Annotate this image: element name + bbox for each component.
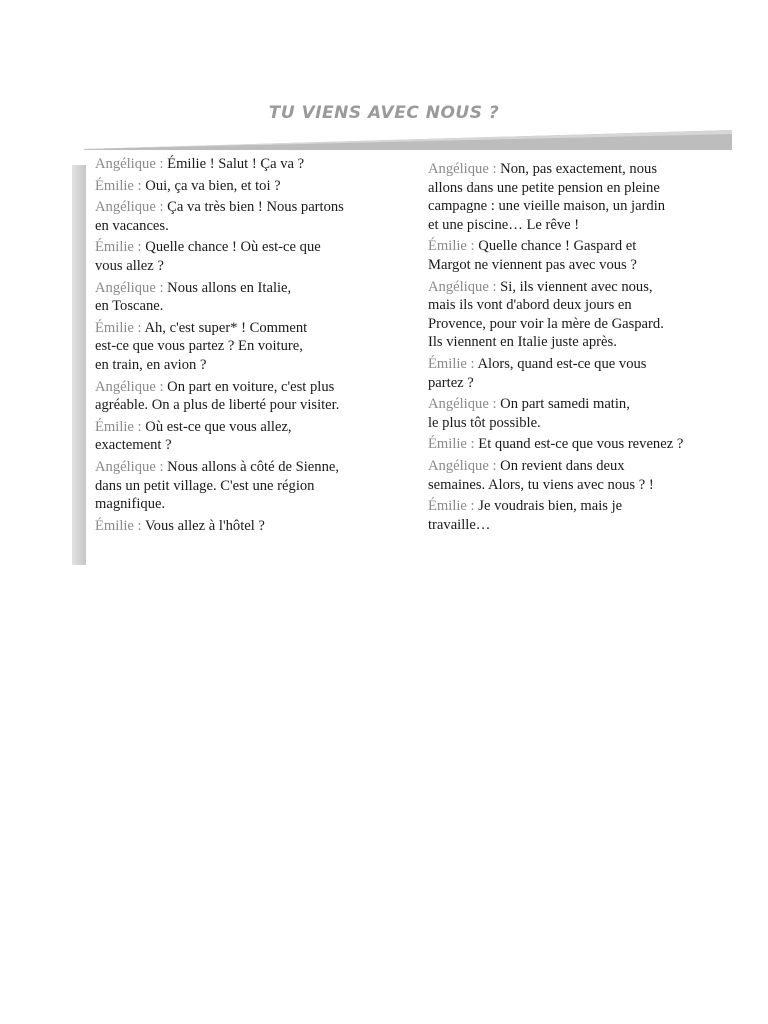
dialogue-turn (95, 418, 400, 455)
dialogue-line: vous allez ? (95, 257, 164, 274)
dialogue-line: Où est-ce que vous allez, (145, 418, 292, 435)
dialogue-turn (95, 517, 400, 536)
speaker-label: Émilie : (428, 355, 475, 372)
dialogue-line: campagne : une vieille maison, un jardin (428, 198, 666, 215)
dialogue-line: Margot ne viennent pas avec vous ? (428, 256, 637, 273)
dialogue-line: agréable. On a plus de liberté pour visiter. (95, 397, 340, 414)
dialogue-turn (428, 435, 738, 454)
dialogue-line: Non, pas exactement, nous (500, 161, 657, 177)
dialogue-line: Ah, c'est super* ! Comment (144, 319, 308, 336)
dialogue-turn (95, 458, 400, 514)
dialogue-line: Vous allez à l'hôtel ? (145, 517, 265, 534)
dialogue-line: partez ? (428, 374, 474, 391)
dialogue-column-right (428, 160, 738, 537)
speaker-label: Émilie : (95, 319, 142, 336)
dialogue-line: en Toscane. (95, 298, 164, 315)
dialogue-line: Oui, ça va bien, et toi ? (145, 177, 281, 194)
dialogue-line: Ça va très bien ! Nous partons (167, 199, 344, 216)
left-edge-shading (72, 165, 86, 565)
speaker-label: Angélique : (428, 278, 497, 295)
dialogue-line: magnifique. (95, 496, 166, 513)
dialogue-turn (95, 238, 400, 275)
dialogue-line: Émilie ! Salut ! Ça va ? (167, 156, 305, 172)
dialogue-turn (95, 155, 400, 174)
dialogue-turn (428, 237, 738, 274)
speaker-label: Émilie : (95, 418, 142, 435)
dialogue-line: dans un petit village. C'est une région (95, 477, 315, 494)
speaker-label: Émilie : (428, 436, 475, 453)
speaker-label: Angélique : (95, 156, 164, 172)
dialogue-line: Nous allons en Italie, (167, 279, 292, 296)
dialogue-line: travaille… (428, 516, 491, 533)
dialogue-line: en train, en avion ? (95, 356, 207, 373)
dialogue-line: Et quand est-ce que vous revenez ? (478, 436, 684, 453)
dialogue-line: allons dans une petite pension en pleine (428, 179, 660, 196)
speaker-label: Angélique : (428, 457, 497, 474)
dialogue-line: exactement ? (95, 437, 172, 454)
dialogue-line: est-ce que vous partez ? En voiture, (95, 338, 303, 355)
dialogue-line: On revient dans deux (500, 457, 625, 474)
dialogue-turn (428, 457, 738, 494)
title-banner (84, 128, 732, 150)
dialogue-turn (95, 198, 400, 235)
speaker-label: Angélique : (95, 458, 164, 475)
dialogue-turn (95, 378, 400, 415)
dialogue-line: et une piscine… Le rêve ! (428, 216, 580, 233)
speaker-label: Émilie : (95, 177, 142, 194)
dialogue-turn (95, 319, 400, 375)
speaker-label: Angélique : (428, 396, 497, 413)
speaker-label: Angélique : (95, 378, 164, 395)
dialogue-column-left (95, 155, 400, 538)
speaker-label: Émilie : (428, 238, 475, 255)
speaker-label: Angélique : (95, 199, 164, 216)
speaker-label: Angélique : (95, 279, 164, 296)
speaker-label: Émilie : (95, 239, 142, 256)
dialogue-turn (428, 355, 738, 392)
dialogue-line: Quelle chance ! Où est-ce que (145, 239, 321, 256)
speaker-label: Émilie : (428, 498, 475, 515)
dialogue-line: Nous allons à côté de Sienne, (167, 458, 339, 475)
dialogue-line: Provence, pour voir la mère de Gaspard. (428, 315, 664, 332)
dialogue-line: mais ils vont d'abord deux jours en (428, 297, 632, 314)
page-title: TU VIENS AVEC NOUS ? (268, 103, 500, 123)
dialogue-turn (95, 177, 400, 196)
speaker-label: Angélique : (428, 161, 497, 177)
dialogue-line: On part en voiture, c'est plus (167, 378, 335, 395)
dialogue-line: Quelle chance ! Gaspard et (478, 238, 637, 255)
dialogue-line: Je voudrais bien, mais je (478, 498, 623, 515)
dialogue-line: en vacances. (95, 217, 169, 234)
dialogue-turn (95, 279, 400, 316)
dialogue-turn (428, 497, 738, 534)
speaker-label: Émilie : (95, 517, 142, 534)
dialogue-line: semaines. Alors, tu viens avec nous ? ! (428, 476, 654, 493)
dialogue-line: Ils viennent en Italie juste après. (428, 334, 617, 351)
dialogue-line: Si, ils viennent avec nous, (500, 278, 653, 295)
dialogue-turn (428, 395, 738, 432)
dialogue-line: On part samedi matin, (500, 396, 630, 413)
dialogue-line: Alors, quand est-ce que vous (477, 355, 647, 372)
dialogue-turn (428, 278, 738, 352)
dialogue-turn (428, 160, 738, 234)
dialogue-line: le plus tôt possible. (428, 414, 541, 431)
